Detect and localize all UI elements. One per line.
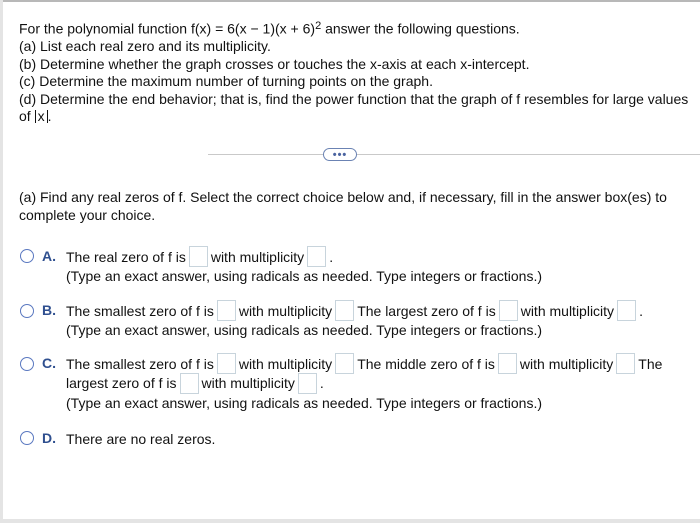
more-button[interactable]: ••• <box>323 148 357 161</box>
choice-b-radio[interactable] <box>20 304 34 318</box>
question-text <box>19 17 695 126</box>
choice-c-largest-multiplicity-input[interactable] <box>298 373 317 394</box>
choice-a-multiplicity-input[interactable] <box>307 246 326 267</box>
part-a-prompt: (a) Find any real zeros of f. Select the correct choice below and, if necessary, fill in the answer box(es) to complete your choice. <box>19 189 667 223</box>
choice-d-body: There are no real zeros. <box>66 431 216 447</box>
choice-c-line2: largest zero of f is with multiplicity . <box>66 374 662 393</box>
choice-d-letter: D. <box>42 430 56 446</box>
choice-b-hint: (Type an exact answer, using radicals as needed. Type integers or fractions.) <box>66 322 542 339</box>
choice-c-letter: C. <box>42 355 56 371</box>
choice-c-smallest-zero-input[interactable] <box>217 353 236 374</box>
choice-a-radio[interactable] <box>20 249 34 263</box>
choice-b-letter: B. <box>42 302 56 318</box>
choice-c-radio[interactable] <box>20 357 34 371</box>
choice-b-largest-multiplicity-input[interactable] <box>617 300 636 321</box>
choice-c-largest-zero-input[interactable] <box>180 373 199 394</box>
choice-d-radio[interactable] <box>20 431 34 445</box>
choice-a-hint: (Type an exact answer, using radicals as needed. Type integers or fractions.) <box>66 268 542 285</box>
question-part-d-tail: of x . <box>19 108 52 125</box>
choice-b-largest-zero-input[interactable] <box>499 300 518 321</box>
choice-b-body: The smallest zero of f is with multiplicity The largest zero of f is with multiplicity . (Type an exact answer, using radicals as needed. Type integers or fractions.) <box>66 302 643 340</box>
choice-c-middle-zero-input[interactable] <box>498 353 517 374</box>
choice-a-zero-input[interactable] <box>189 246 208 267</box>
choice-b-smallest-zero-input[interactable] <box>217 300 236 321</box>
question-part-b: (b) Determine whether the graph crosses or touches the x-axis at each x-intercept. <box>19 55 530 72</box>
top-divider <box>0 0 700 2</box>
section-divider <box>208 154 700 155</box>
question-part-d: (d) Determine the end behavior; that is, find the power function that the graph of f resembles for large values <box>19 90 689 107</box>
choice-c-hint: (Type an exact answer, using radicals as needed. Type integers or fractions.) <box>66 394 542 411</box>
choice-b-smallest-multiplicity-input[interactable] <box>335 300 354 321</box>
choice-a-body: The real zero of f is with multiplicity . (Type an exact answer, using radicals as needed. Type integers or fractions.) <box>66 248 542 286</box>
exponent: 2 <box>315 20 322 32</box>
question-part-c: (c) Determine the maximum number of turning points on the graph. <box>19 73 433 90</box>
choice-c-smallest-multiplicity-input[interactable] <box>335 353 354 374</box>
left-border <box>0 0 3 523</box>
choice-c-middle-multiplicity-input[interactable] <box>616 353 635 374</box>
question-intro: For the polynomial function $f(x) = 6(x - 1)(x + 6)^2$ answer the following questions. <box>19 20 520 37</box>
absolute-value: x <box>35 110 48 123</box>
choice-c-body: The smallest zero of f is with multiplicity The middle zero of f is with multiplicity The largest zero of f is with multiplicity . (Type an exact answer, using radicals as needed. Type integers or fractions.) <box>66 355 662 413</box>
question-part-a: (a) List each real zero and its multiplicity. <box>19 38 271 55</box>
bottom-border <box>0 519 700 523</box>
choice-a-letter: A. <box>42 248 56 264</box>
